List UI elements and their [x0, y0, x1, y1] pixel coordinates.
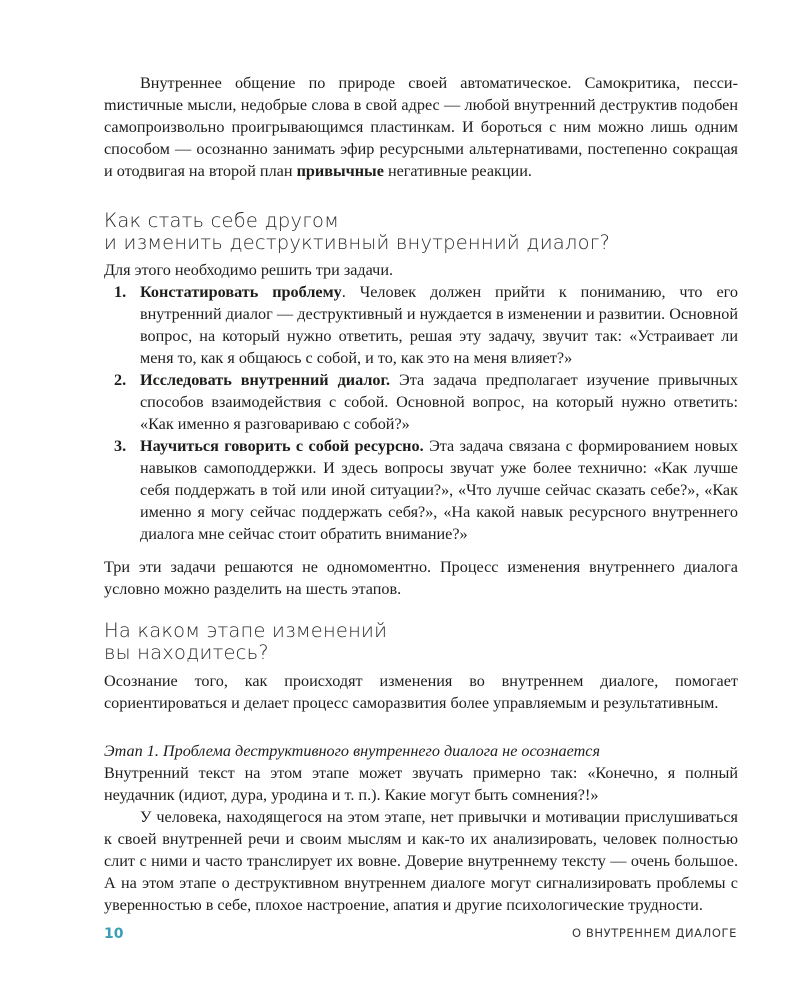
page-number: 10	[104, 926, 124, 942]
paragraph: У человека, находящегося на этом этапе, нет привычки и мотивации прислушиваться к своей внутренней речи и своим мыслям и как-то их анализировать, человек полностью слит с ними и часто транслирует их вовне. Доверие внутреннему тексту — очень большое. А на этом этапе о деструктивном внутреннем диалоге могут сигнализировать проблемы с уверенностью в себе, плохое настроение, апатия и другие психологические трудности.	[104, 808, 738, 914]
paragraph: Внутренний текст на этом этапе может звучать примерно так: «Конечно, я полный неудачник (идиот, дура, уродина и т. п.). Какие могут быть сомнения?!»	[104, 764, 738, 804]
stage-section	[104, 740, 738, 916]
item-number: 2.	[114, 371, 127, 389]
item-text: . Человек должен прийти к пониманию, что его внутренний диалог — деструктивный и нуждается в изменении и развитии. Основной вопрос, на который нужно ответить, решая эту задачу, звучит так: «Устраивает ли меня то, как я общаюсь с собой, и то, как это на меня влияет?»	[140, 283, 738, 367]
item-number: 1.	[114, 283, 127, 301]
task-section	[104, 259, 738, 545]
heading-line: На каком этапе изменений	[104, 619, 388, 642]
heading-line: Как стать себе другом	[104, 209, 340, 232]
heading-line: вы находитесь?	[104, 641, 269, 664]
item-title: Исследовать внутренний диалог.	[140, 371, 391, 389]
item-text: Эта задача связана с формированием новых навыков самоподдержки. И здесь вопросы звучат уже более технично: «Как лучше себя поддержать в той или иной ситуации?», «Что лучше сейчас сказать себе?», «Как именно я могу сейчас поддержать себя?», «На какой навык ресурсного внутреннего диалога мне сейчас стоит обратить внимание?»	[140, 437, 738, 543]
list-item	[104, 369, 738, 435]
paragraph: Осознание того, как происходят изменения во внутреннем диалоге, помогает сориентироваться и делает процесс саморазвития более управляемым и результативным.	[104, 672, 738, 712]
section-heading-1	[104, 210, 610, 254]
item-number: 3.	[114, 437, 127, 455]
list-item	[104, 435, 738, 545]
intro-line: Для этого необходимо решить три задачи.	[104, 261, 394, 279]
task-list	[104, 281, 738, 545]
heading-line: и изменить деструктивный внутренний диалог?	[104, 231, 611, 254]
item-title: Научиться говорить с собой ресурсно.	[140, 437, 424, 455]
section-heading-2	[104, 620, 387, 664]
stage-title: Этап 1. Проблема деструктивного внутреннего диалога не осознается	[104, 742, 600, 760]
paragraph-intro	[104, 72, 738, 182]
bold-text: привычные	[296, 162, 384, 180]
item-title: Констатировать проблему	[140, 283, 342, 301]
text: негативные реакции.	[383, 162, 532, 180]
paragraph: Три эти задачи решаются не одномоментно. Процесс изменения внутреннего диалога условно можно разделить на шесть этапов.	[104, 558, 738, 598]
item-text: Эта задача предполагает изучение привычных способов взаимодействия с собой. Основной вопрос, на который нужно ответить: «Как именно я разговариваю с собой?»	[140, 371, 738, 433]
running-title: О ВНУТРЕННЕМ ДИАЛОГЕ	[571, 926, 737, 940]
text: Внутреннее общение по природе своей автоматическое. Самокритика, пессиmистичные мысли, недобрые слова в свой адрес — любой внутренний деструктив подобен самопроизвольно проигрывающимся пластинкам. И бороться с ним можно лишь одним способом — осознанно занимать эфир ресурсными альтернативами, постепенно сокращая и отодвигая на второй план	[104, 74, 738, 180]
list-item	[104, 281, 738, 369]
